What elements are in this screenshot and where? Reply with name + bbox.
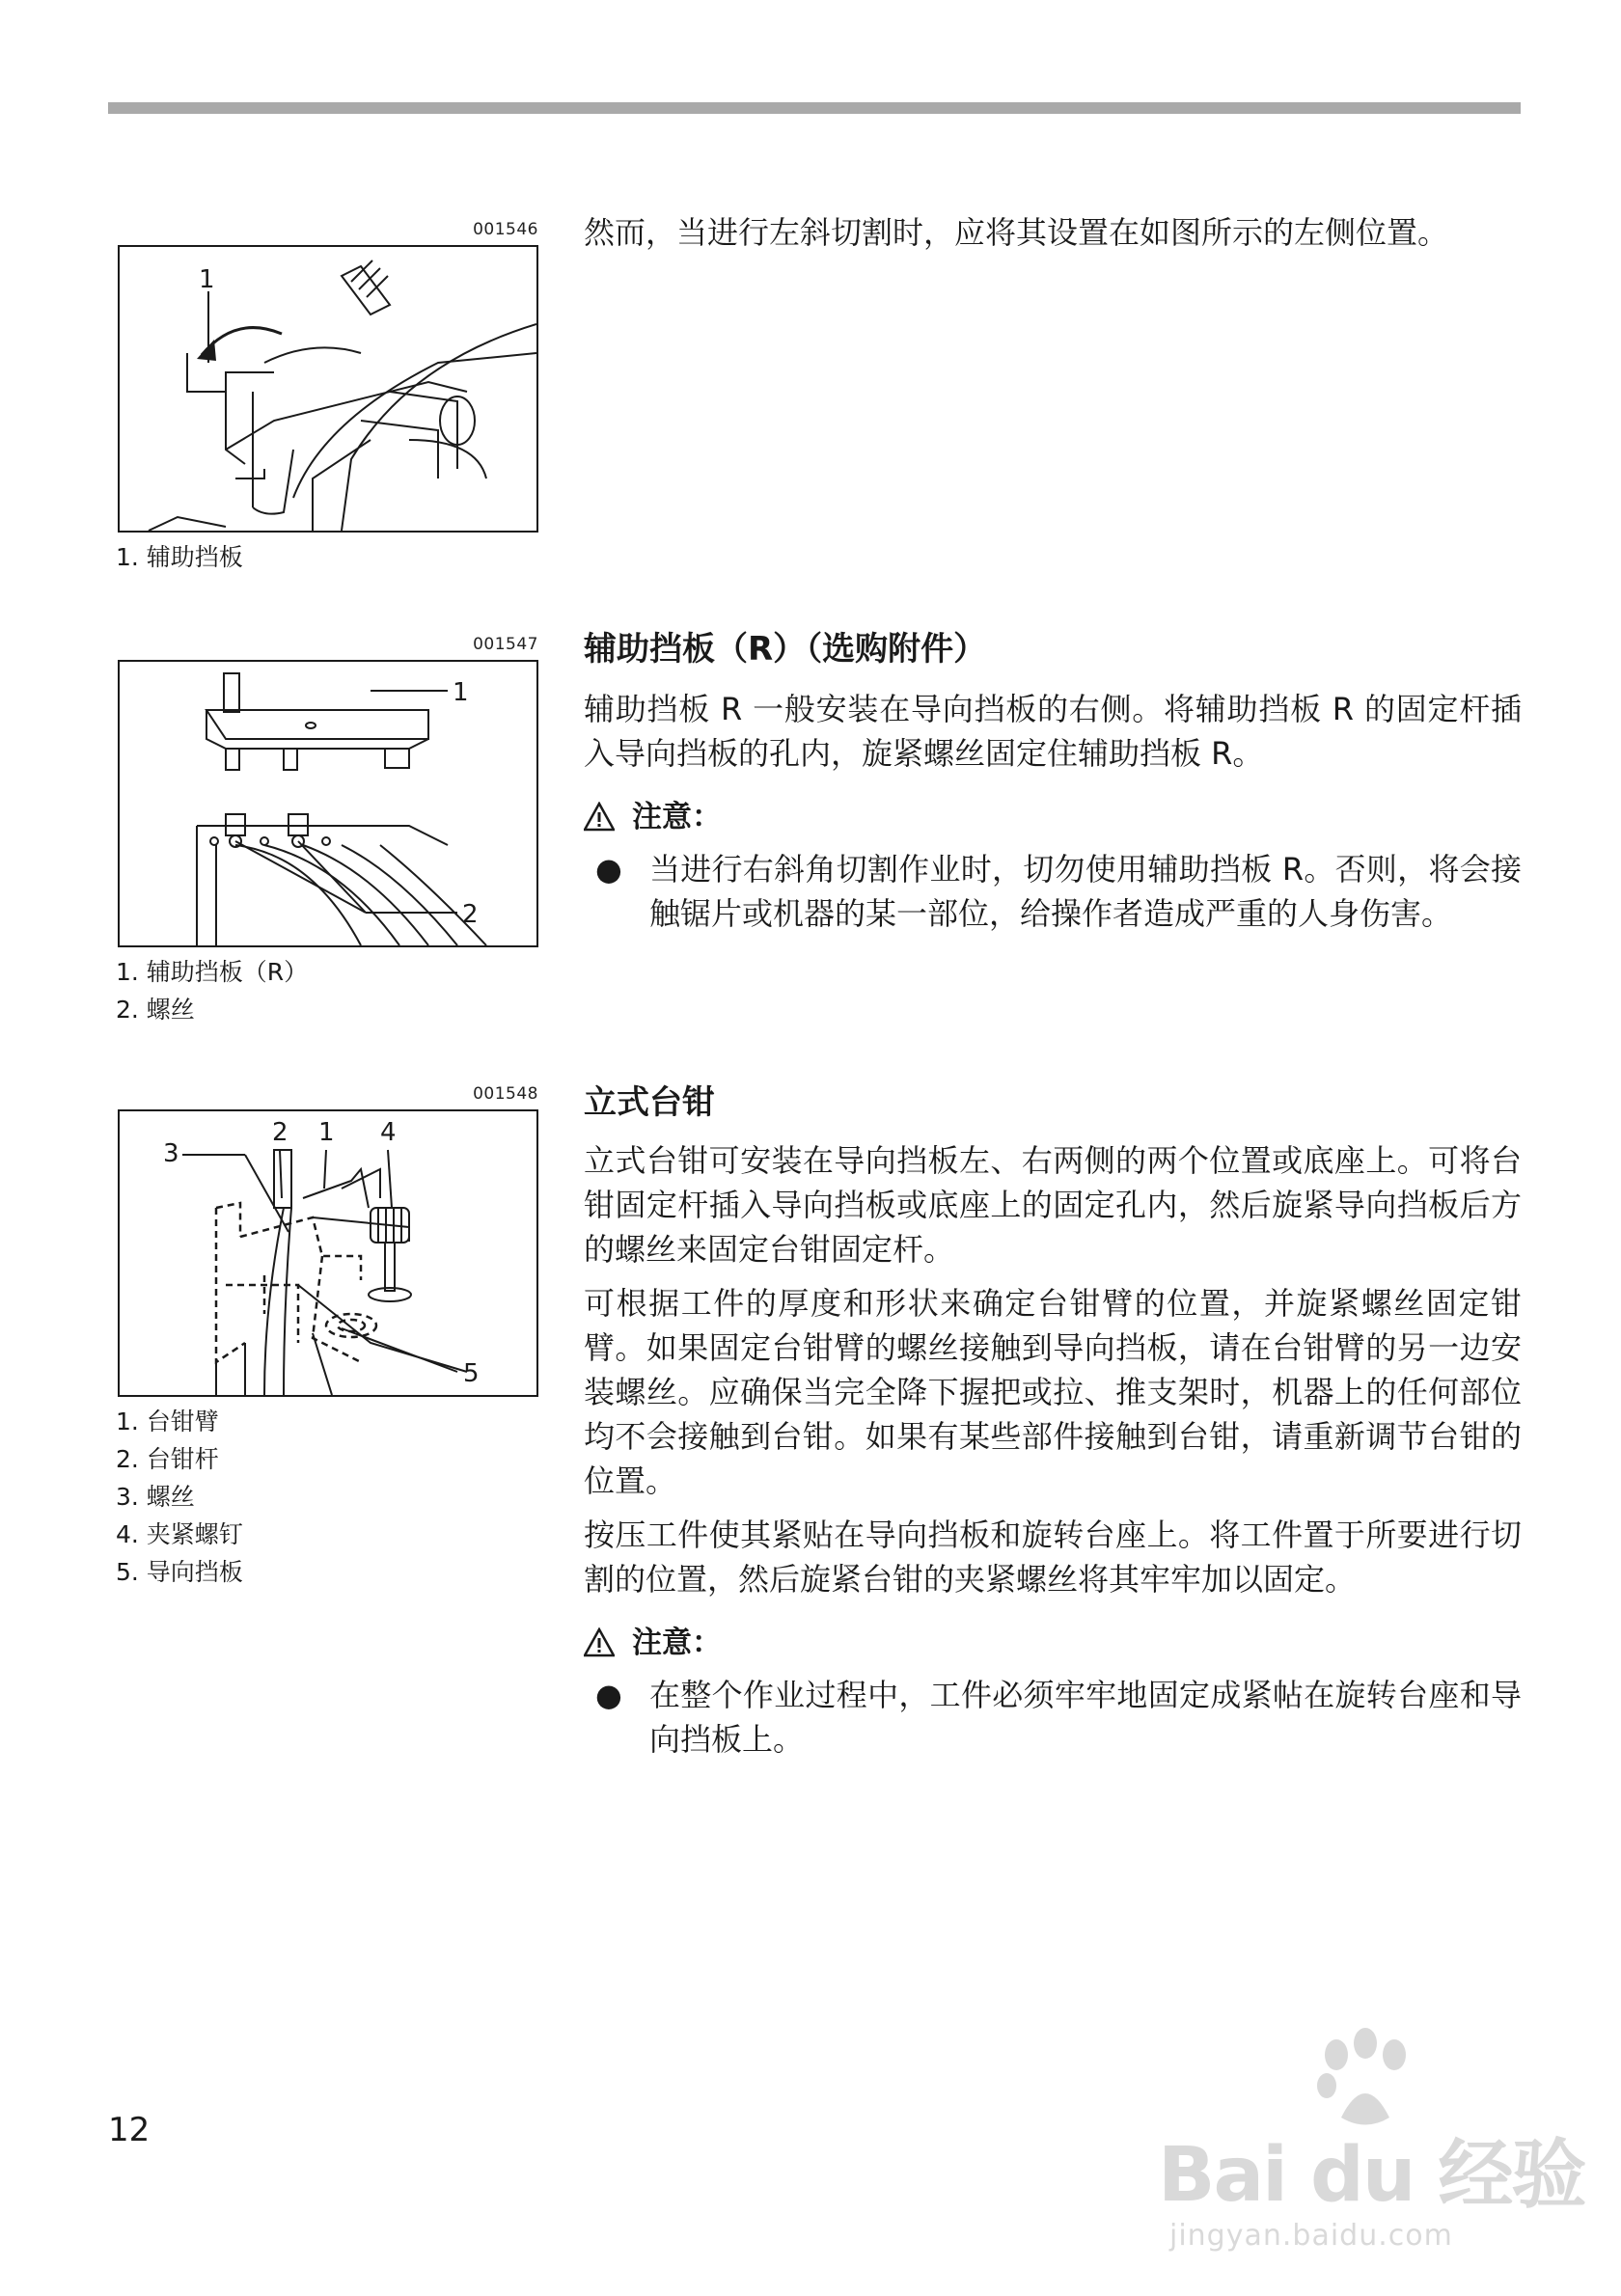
figure-code: 001546 bbox=[473, 220, 538, 239]
section-sub-fence-text bbox=[584, 627, 1522, 936]
paragraph: 然而，当进行左斜切割时，应将其设置在如图所示的左侧位置。 bbox=[584, 214, 1449, 251]
callout-2: 2 bbox=[462, 900, 479, 929]
paragraph: 可根据工件的厚度和形状来确定台钳臂的位置，并旋紧螺丝固定钳臂。如果固定台钳臂的螺丝接触到导向挡板，请在台钳臂的另一边安装螺丝。应确保当完全降下握把或拉、推支架时，机器上的任何部位均不会接触到台钳。如果有某些部件接触到台钳，请重新调节台钳的位置。 bbox=[584, 1285, 1522, 1499]
legend-item: 5. 导向挡板 bbox=[116, 1558, 243, 1586]
caution-label: 注意： bbox=[632, 1626, 722, 1660]
paragraph: 按压工件使其紧贴在导向挡板和旋转台座上。将工件置于所要进行切割的位置，然后旋紧台钳的夹紧螺丝将其牢牢加以固定。 bbox=[584, 1517, 1522, 1598]
legend-item: 3. 螺丝 bbox=[116, 1483, 195, 1511]
figure-left-fence bbox=[118, 245, 538, 533]
section-vertical-vise-text bbox=[584, 1080, 1522, 1762]
callout-1: 1 bbox=[199, 265, 215, 294]
page-number: 12 bbox=[108, 2111, 151, 2149]
section-heading: 辅助挡板（R）（选购附件） bbox=[584, 630, 987, 669]
paragraph: 辅助挡板 R 一般安装在导向挡板的右侧。将辅助挡板 R 的固定杆插入导向挡板的孔内，旋紧螺丝固定住辅助挡板 R。 bbox=[584, 691, 1522, 772]
figure-sub-fence-r bbox=[118, 660, 538, 947]
caution-heading bbox=[584, 795, 1522, 839]
bullet-text: 在整个作业过程中，工件必须牢牢地固定成紧帖在旋转台座和导向挡板上。 bbox=[649, 1677, 1522, 1758]
warning-icon bbox=[584, 802, 615, 833]
legend-item: 2. 台钳杆 bbox=[116, 1445, 219, 1473]
baidu-watermark bbox=[1148, 2026, 1585, 2257]
vertical-vise-illustration bbox=[120, 1111, 536, 1395]
sub-fence-r-illustration bbox=[120, 662, 536, 945]
section-heading: 立式台钳 bbox=[584, 1083, 715, 1122]
legend-item: 4. 夹紧螺钉 bbox=[116, 1520, 243, 1548]
callout-4: 4 bbox=[380, 1118, 397, 1147]
top-rule bbox=[108, 102, 1521, 114]
figure-code: 001548 bbox=[473, 1084, 538, 1104]
caution-bullet bbox=[584, 847, 1522, 936]
caution-heading bbox=[584, 1621, 1522, 1665]
section-left-bevel-text bbox=[584, 210, 1522, 255]
legend-item: 1. 辅助挡板 bbox=[116, 543, 243, 571]
callout-2: 2 bbox=[272, 1118, 288, 1147]
figure-legend bbox=[116, 1403, 243, 1591]
callout-3: 3 bbox=[163, 1139, 179, 1168]
bullet-text: 当进行右斜角切割作业时，切勿使用辅助挡板 R。否则，将会接触锯片或机器的某一部位，给操作者造成严重的人身伤害。 bbox=[649, 851, 1522, 932]
callout-5: 5 bbox=[463, 1359, 480, 1388]
legend-item: 1. 台钳臂 bbox=[116, 1408, 219, 1435]
left-fence-illustration bbox=[120, 247, 536, 531]
callout-1: 1 bbox=[453, 678, 469, 707]
caution-label: 注意： bbox=[632, 800, 722, 834]
figure-legend bbox=[116, 953, 308, 1028]
paragraph: 立式台钳可安装在导向挡板左、右两侧的两个位置或底座上。可将台钳固定杆插入导向挡板或底座上的固定孔内，然后旋紧导向挡板后方的螺丝来固定台钳固定杆。 bbox=[584, 1142, 1522, 1268]
figure-code: 001547 bbox=[473, 635, 538, 654]
watermark-url: jingyan.baidu.com bbox=[1169, 2219, 1453, 2253]
watermark-brand: Bai du 经验 bbox=[1158, 2132, 1585, 2219]
figure-vertical-vise bbox=[118, 1109, 538, 1397]
callout-1: 1 bbox=[318, 1118, 335, 1147]
legend-item: 1. 辅助挡板（R） bbox=[116, 958, 309, 986]
bullet-dot: ● bbox=[595, 1677, 622, 1713]
caution-bullet bbox=[584, 1673, 1522, 1762]
legend-item: 2. 螺丝 bbox=[116, 996, 195, 1024]
warning-icon bbox=[584, 1627, 615, 1658]
bullet-dot: ● bbox=[595, 851, 622, 888]
figure-legend bbox=[116, 538, 243, 576]
